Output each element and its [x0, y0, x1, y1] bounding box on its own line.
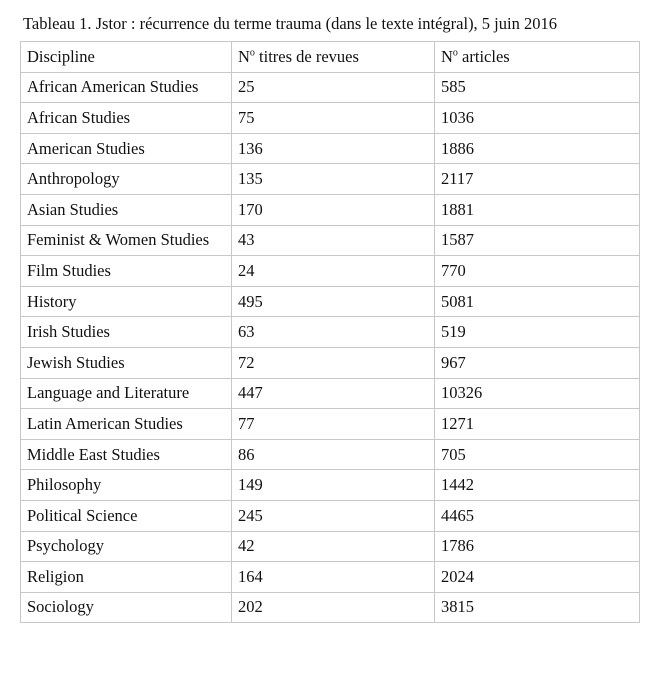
header-discipline-label: Discipline	[27, 46, 95, 66]
cell-discipline: Sociology	[21, 592, 232, 623]
cell-articles: 967	[435, 347, 640, 378]
table-row	[21, 164, 640, 195]
table-row	[21, 103, 640, 134]
cell-discipline: Irish Studies	[21, 317, 232, 348]
header-articles-label: articles	[462, 46, 510, 66]
table-header-row	[21, 42, 640, 73]
header-journal-titles	[232, 42, 435, 73]
cell-articles: 2024	[435, 562, 640, 593]
table-row	[21, 225, 640, 256]
cell-discipline: American Studies	[21, 133, 232, 164]
cell-discipline: Anthropology	[21, 164, 232, 195]
cell-journal-titles: 202	[232, 592, 435, 623]
cell-articles: 1881	[435, 194, 640, 225]
cell-articles: 1442	[435, 470, 640, 501]
trauma-occurrence-table	[20, 41, 640, 623]
cell-discipline: African Studies	[21, 103, 232, 134]
cell-discipline: Religion	[21, 562, 232, 593]
cell-articles: 1886	[435, 133, 640, 164]
cell-articles: 519	[435, 317, 640, 348]
table-row	[21, 194, 640, 225]
cell-articles: 705	[435, 439, 640, 470]
table-row	[21, 531, 640, 562]
cell-articles: 1587	[435, 225, 640, 256]
cell-journal-titles: 149	[232, 470, 435, 501]
header-discipline	[21, 42, 232, 73]
table-row	[21, 133, 640, 164]
table-body	[21, 42, 640, 623]
cell-journal-titles: 495	[232, 286, 435, 317]
header-number-prefix: N	[238, 46, 250, 66]
cell-journal-titles: 25	[232, 72, 435, 103]
table-row	[21, 470, 640, 501]
cell-discipline: Asian Studies	[21, 194, 232, 225]
cell-articles: 2117	[435, 164, 640, 195]
table-row	[21, 317, 640, 348]
header-ordinal-sup: o	[452, 47, 458, 59]
table-row	[21, 72, 640, 103]
header-journal-titles-label: titres de revues	[259, 46, 359, 66]
table-row	[21, 256, 640, 287]
cell-journal-titles: 135	[232, 164, 435, 195]
cell-journal-titles: 164	[232, 562, 435, 593]
cell-journal-titles: 75	[232, 103, 435, 134]
table-row	[21, 347, 640, 378]
cell-journal-titles: 136	[232, 133, 435, 164]
cell-articles: 1786	[435, 531, 640, 562]
table-caption: Tableau 1. Jstor : récurrence du terme trauma (dans le texte intégral), 5 juin 2016	[23, 14, 557, 33]
table-row	[21, 592, 640, 623]
cell-journal-titles: 24	[232, 256, 435, 287]
cell-discipline: Middle East Studies	[21, 439, 232, 470]
cell-discipline: Political Science	[21, 500, 232, 531]
header-number-prefix: N	[441, 46, 453, 66]
table-row	[21, 562, 640, 593]
cell-journal-titles: 63	[232, 317, 435, 348]
cell-journal-titles: 72	[232, 347, 435, 378]
cell-articles: 10326	[435, 378, 640, 409]
cell-discipline: Philosophy	[21, 470, 232, 501]
cell-journal-titles: 86	[232, 439, 435, 470]
cell-articles: 1271	[435, 409, 640, 440]
cell-discipline: African American Studies	[21, 72, 232, 103]
header-ordinal-sup: o	[249, 47, 255, 59]
cell-articles: 585	[435, 72, 640, 103]
cell-discipline: Psychology	[21, 531, 232, 562]
cell-articles: 3815	[435, 592, 640, 623]
cell-journal-titles: 170	[232, 194, 435, 225]
cell-discipline: Feminist & Women Studies	[21, 225, 232, 256]
cell-articles: 770	[435, 256, 640, 287]
table-row	[21, 439, 640, 470]
cell-journal-titles: 43	[232, 225, 435, 256]
cell-discipline: History	[21, 286, 232, 317]
table-row	[21, 409, 640, 440]
header-articles	[435, 42, 640, 73]
cell-journal-titles: 77	[232, 409, 435, 440]
cell-discipline: Jewish Studies	[21, 347, 232, 378]
cell-articles: 5081	[435, 286, 640, 317]
cell-discipline: Film Studies	[21, 256, 232, 287]
cell-articles: 4465	[435, 500, 640, 531]
table-row	[21, 286, 640, 317]
cell-discipline: Language and Literature	[21, 378, 232, 409]
cell-discipline: Latin American Studies	[21, 409, 232, 440]
cell-journal-titles: 447	[232, 378, 435, 409]
table-row	[21, 500, 640, 531]
cell-articles: 1036	[435, 103, 640, 134]
cell-journal-titles: 245	[232, 500, 435, 531]
cell-journal-titles: 42	[232, 531, 435, 562]
table-row	[21, 378, 640, 409]
